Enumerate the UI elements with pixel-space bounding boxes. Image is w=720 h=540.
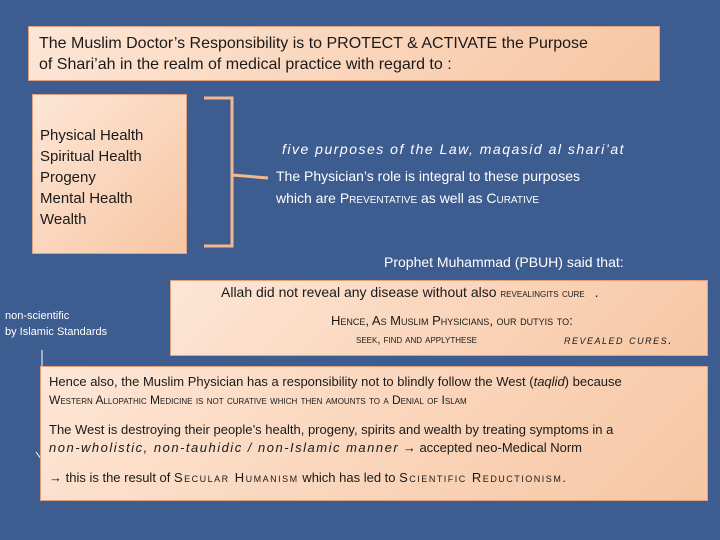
taqlid-word: taqlid — [533, 374, 565, 389]
p1-pre: Hence also, the Muslim Physician has a responsibility not to blindly follow the West ( — [49, 374, 534, 389]
prophet-said: Prophet Muhammad (PBUH) said that: — [384, 254, 624, 270]
list-item-spiritual: Spiritual Health — [40, 148, 142, 165]
maqasid-line-2-pre: which are — [276, 190, 340, 206]
arrow-icon: → — [402, 440, 416, 455]
p2-end: accepted neo-Medical Norm — [419, 440, 583, 455]
p3-pre: this is the result of — [62, 470, 174, 485]
p2-line-1: The West is destroying their people’s health, progeny, spirits and wealth by treating symptoms in a — [49, 422, 614, 437]
title-box — [28, 26, 660, 81]
title-line-2: of Shari’ah in the realm of medical practice with regard to : — [39, 56, 452, 73]
maqasid-line-2-mid: as well as — [417, 190, 487, 206]
list-item-wealth: Wealth — [40, 211, 87, 228]
side-note-line-2: by Islamic Standards — [5, 326, 108, 338]
p3-end: . — [562, 470, 566, 485]
prophet-quote-box — [170, 280, 708, 356]
side-note-line-1: non-scientific — [5, 310, 70, 322]
quote-revealing-cure: revealingits cure — [500, 286, 585, 300]
secular-humanism: Secular Humanism — [174, 470, 299, 485]
p1-western-medicine: Western Allopathic Medicine is not curative which then amounts to a Denial of Islam — [49, 393, 467, 407]
list-item-mental: Mental Health — [40, 190, 133, 207]
scientific-reductionism: Scientific Reductionism — [399, 470, 563, 485]
revealed-cures: revealed cures. — [564, 332, 674, 347]
quote-line — [221, 284, 599, 300]
preventative-text: Preventative — [339, 190, 418, 206]
maqasid-heading: five purposes of the Law, maqasid al shari’at — [282, 141, 625, 157]
list-item-progeny: Progeny — [40, 169, 96, 186]
p1-post: ) because — [564, 374, 622, 389]
quote-pre: Allah did not reveal any disease without also — [221, 284, 501, 300]
hence-paragraph-1 — [49, 373, 699, 409]
p3-mid: which has led to — [298, 470, 400, 485]
p2-non-wholistic: non-wholistic, non-tauhidic / non-Islamic manner — [49, 440, 400, 455]
arrow-icon: → — [49, 470, 62, 485]
list-item-physical: Physical Health — [40, 127, 144, 144]
hence-paragraph-3 — [49, 469, 699, 487]
hence-box — [40, 366, 708, 501]
bracket — [204, 98, 268, 246]
purposes-list-box — [32, 94, 187, 254]
title-line-1: The Muslim Doctor’s Responsibility is to PROTECT & ACTIVATE the Purpose — [39, 35, 588, 52]
maqasid-line-2 — [276, 190, 539, 206]
curative-text: Curative — [486, 190, 540, 206]
quote-end: . — [594, 284, 599, 300]
hence-paragraph-2 — [49, 421, 699, 457]
hence-duty-line: Hence, As Muslim Physicians, our dutyis to: — [331, 313, 573, 328]
maqasid-line-1: The Physician’s role is integral to these purposes — [276, 168, 581, 184]
seek-find-apply: seek, find and applythese — [356, 334, 477, 346]
